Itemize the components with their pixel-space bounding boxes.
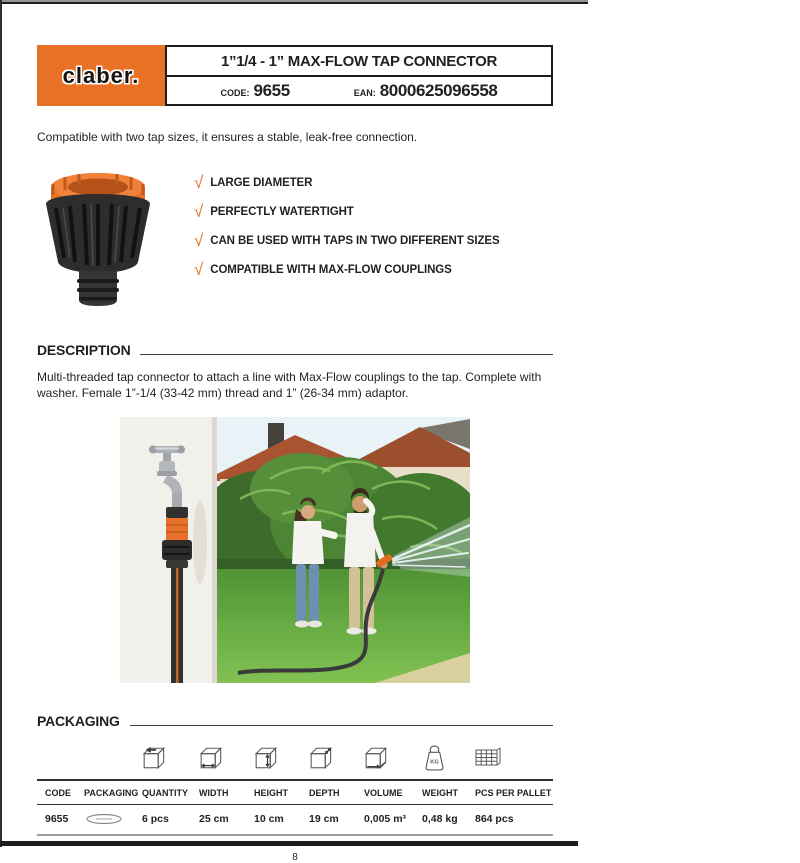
feature-item: [194, 174, 500, 191]
pallet-icon: [475, 737, 553, 779]
title-box: [165, 45, 553, 106]
col-header-width: WIDTH: [199, 779, 254, 805]
checkmark-icon: √: [194, 231, 204, 250]
ean-pair: [354, 81, 498, 101]
value-height: 10 cm: [254, 805, 309, 836]
product-header: [37, 45, 553, 106]
tap-connector-illustration: [39, 162, 157, 310]
col-header-code: CODE: [37, 779, 84, 805]
packaging-table: [37, 737, 553, 836]
value-width: 25 cm: [199, 805, 254, 836]
product-overview: [37, 162, 553, 314]
col-header-pcs-per-pallet: PCS PER PALLET: [475, 779, 553, 805]
width-box-icon: [199, 737, 254, 779]
value-volume: 0,005 m³: [364, 805, 422, 836]
checkmark-icon: √: [194, 260, 204, 279]
packaging-heading: [37, 713, 553, 729]
feature-label: PERFECTLY WATERTIGHT: [210, 205, 354, 218]
col-header-height: HEIGHT: [254, 779, 309, 805]
col-header-packaging: PACKAGING: [84, 779, 142, 805]
packaging-heading-text: PACKAGING: [37, 713, 120, 730]
col-header-depth: DEPTH: [309, 779, 364, 805]
description-text: Multi-threaded tap connector to attach a line with Max-Flow couplings to the tap. Complete with washer. Female 1”-1/4 (33-42 mm) thread and 1” (26-34 mm) adaptor.: [37, 370, 542, 401]
garden-scene-illustration: [120, 417, 470, 683]
feature-item: [194, 232, 500, 249]
value-depth: 19 cm: [309, 805, 364, 836]
intro-text: Compatible with two tap sizes, it ensures a stable, leak-free connection.: [37, 130, 418, 144]
ean-value: 8000625096558: [379, 80, 498, 100]
packaging-section: [37, 713, 553, 836]
checkmark-icon: √: [194, 202, 204, 221]
value-code: 9655: [37, 805, 84, 836]
ean-label: EAN:: [353, 87, 376, 98]
feature-item: [194, 203, 500, 220]
heading-rule: [140, 354, 553, 355]
value-weight: 0,48 kg: [422, 805, 475, 836]
value-pcs-per-pallet: 864 pcs: [475, 805, 553, 836]
feature-list: [194, 174, 500, 314]
page-left-edge: [0, 0, 2, 847]
feature-item: [194, 261, 500, 278]
value-quantity: 6 pcs: [142, 805, 199, 836]
description-heading-text: DESCRIPTION: [37, 342, 131, 358]
checkmark-icon: √: [194, 173, 204, 192]
feature-label: CAN BE USED WITH TAPS IN TWO DIFFERENT SIZES: [210, 234, 500, 247]
weight-kg-icon: [422, 737, 475, 779]
feature-label: COMPATIBLE WITH MAX-FLOW COUPLINGS: [210, 263, 452, 276]
claber-logo-text: claber.: [62, 62, 140, 88]
heading-rule: [130, 725, 553, 726]
code-value: 9655: [253, 80, 290, 100]
product-render-image: [39, 162, 159, 314]
feature-label: LARGE DIAMETER: [210, 176, 313, 189]
svg-text:KG: KG: [430, 759, 439, 766]
product-title: 1”1/4 - 1” MAX-FLOW TAP CONNECTOR: [167, 47, 551, 77]
datasheet-content: [37, 0, 553, 863]
blister-pack-icon: [84, 805, 142, 836]
quantity-box-icon: [142, 737, 199, 779]
depth-box-icon: [309, 737, 364, 779]
col-header-weight: WEIGHT: [422, 779, 475, 805]
col-header-quantity: QUANTITY: [142, 779, 199, 805]
page-number: 8: [292, 852, 298, 863]
description-heading: [37, 342, 553, 358]
icon-cell-empty: [37, 737, 84, 779]
description-section: [37, 342, 553, 401]
code-label: CODE:: [220, 87, 250, 98]
code-ean-row: [167, 77, 551, 104]
height-box-icon: [254, 737, 309, 779]
code-pair: [221, 81, 290, 101]
icon-cell-empty: [84, 737, 142, 779]
claber-logo: [37, 45, 165, 106]
lifestyle-photo: [120, 417, 470, 683]
volume-box-icon: [364, 737, 422, 779]
col-header-volume: VOLUME: [364, 779, 422, 805]
